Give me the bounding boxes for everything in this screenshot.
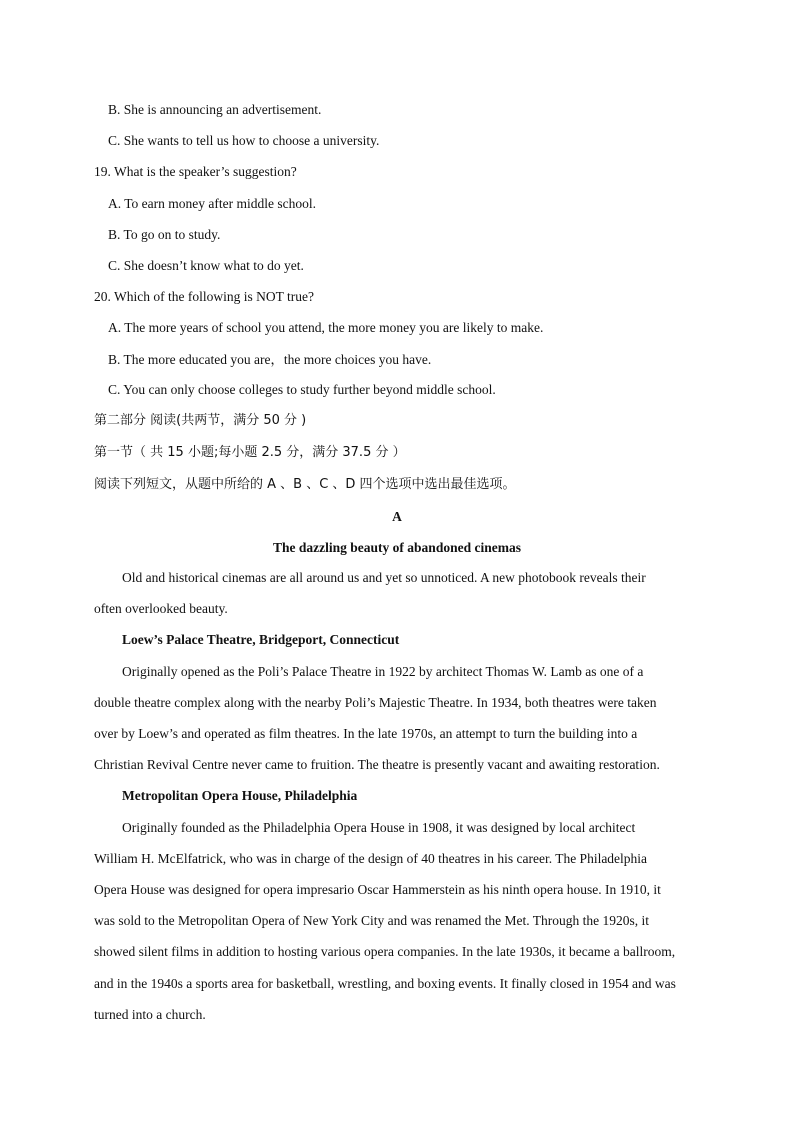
- q20-option-c: C. You can only choose colleges to study further beyond middle school.: [108, 382, 496, 397]
- reading-instruction: 阅读下列短文，从题中所给的 A 、B 、C 、D 四个选项中选出最佳选项。: [94, 477, 516, 492]
- part-two-title: 第二部分 阅读(共两节，满分 50 分 ): [94, 413, 307, 428]
- q19-option-b: B. To go on to study.: [108, 227, 221, 242]
- metropolitan-line-4: was sold to the Metropolitan Opera of New York City and was renamed the Met. Through the 1920s, it: [94, 913, 650, 928]
- q20-option-a: A. The more years of school you attend, the more money you are likely to make.: [108, 320, 544, 335]
- intro-line-1: Old and historical cinemas are all around us and yet so unnoticed. A new photobook reveals their: [122, 570, 646, 585]
- loews-line-2: double theatre complex along with the nearby Poli’s Majestic Theatre. In 1934, both theatres were taken: [94, 695, 657, 710]
- q19-stem: 19. What is the speaker’s suggestion?: [94, 164, 297, 179]
- q19-option-a: A. To earn money after middle school.: [108, 196, 316, 211]
- metropolitan-line-7: turned into a church.: [94, 1007, 206, 1022]
- intro-line-2: often overlooked beauty.: [94, 601, 228, 616]
- q19-option-c: C. She doesn’t know what to do yet.: [108, 258, 304, 273]
- q18-option-b: B. She is announcing an advertisement.: [108, 102, 322, 117]
- loews-line-1: Originally opened as the Poli’s Palace Theatre in 1922 by architect Thomas W. Lamb as one of a: [122, 664, 644, 679]
- section-one-title: 第一节（ 共 15 小题;每小题 2.5 分，满分 37.5 分 ）: [94, 445, 406, 460]
- passage-title: The dazzling beauty of abandoned cinemas: [273, 540, 521, 555]
- metropolitan-line-1: Originally founded as the Philadelphia Opera House in 1908, it was designed by local architect: [122, 820, 636, 835]
- loews-line-3: over by Loew’s and operated as film theatres. In the late 1970s, an attempt to turn the building into a: [94, 726, 638, 741]
- q18-option-c: C. She wants to tell us how to choose a university.: [108, 133, 380, 148]
- passage-label: A: [392, 509, 402, 524]
- q20-option-b: B. The more educated you are，the more choices you have.: [108, 352, 432, 367]
- metropolitan-line-6: and in the 1940s a sports area for basketball, wrestling, and boxing events. It finally closed in 1954 and was: [94, 976, 676, 991]
- metropolitan-line-2: William H. McElfatrick, who was in charge of the design of 40 theatres in his career. The Philadelphia: [94, 851, 648, 866]
- section-heading-loews: Loew’s Palace Theatre, Bridgeport, Connecticut: [122, 632, 400, 647]
- q20-stem: 20. Which of the following is NOT true?: [94, 289, 314, 304]
- loews-line-4: Christian Revival Centre never came to fruition. The theatre is presently vacant and awaiting restoration.: [94, 757, 660, 772]
- metropolitan-line-5: showed silent films in addition to hosting various opera companies. In the late 1930s, it became a ballroom,: [94, 944, 676, 959]
- section-heading-metropolitan: Metropolitan Opera House, Philadelphia: [122, 788, 358, 803]
- metropolitan-line-3: Opera House was designed for opera impresario Oscar Hammerstein as his ninth opera house. In 1910, it: [94, 882, 661, 897]
